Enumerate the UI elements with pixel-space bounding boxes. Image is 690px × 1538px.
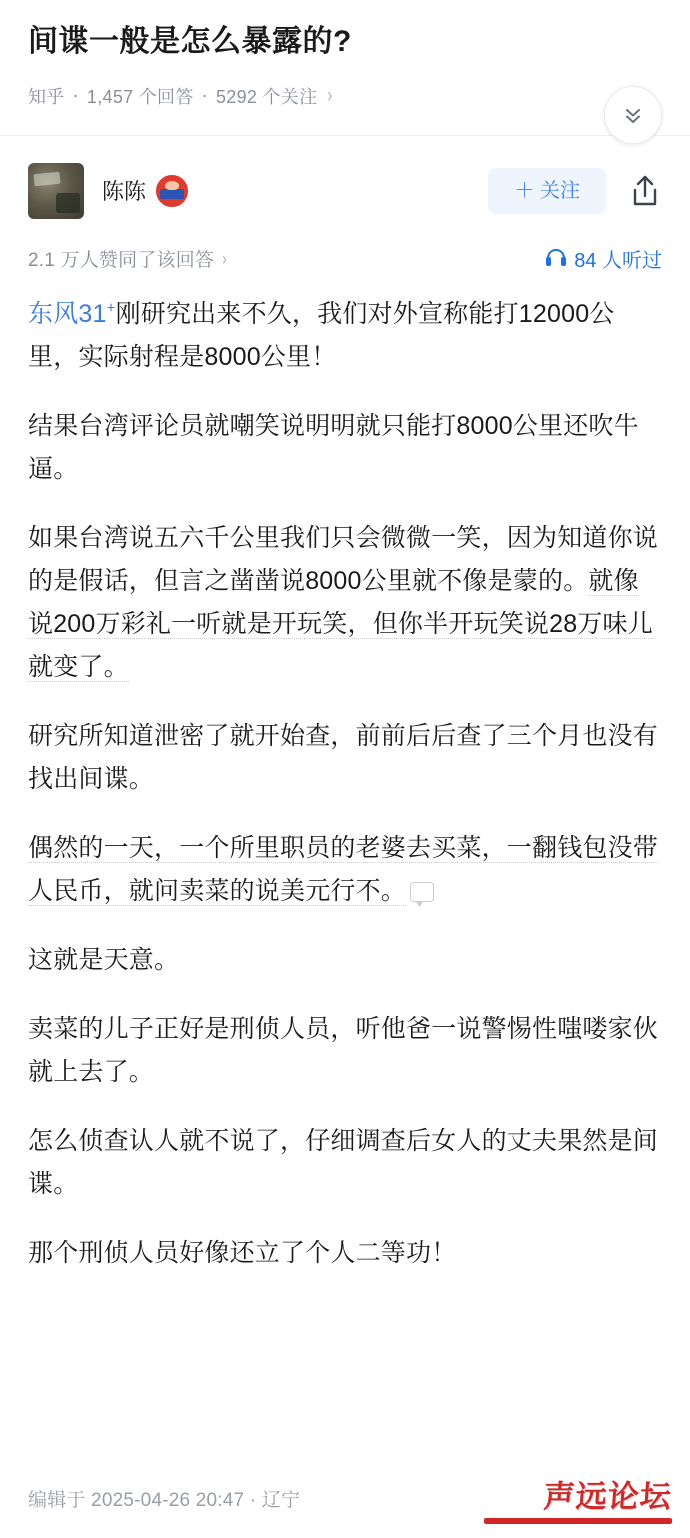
chevron-right-icon: › [327,83,333,108]
paragraph-text: 怎么侦查认人就不说了，仔细调查后女人的丈夫果然是间谍。 [28,1126,659,1198]
headphone-icon [546,249,566,267]
upvote-count[interactable]: 2.1 万人赞同了该回答 [28,249,215,271]
paragraph-text: 研究所知道泄密了就开始查，前前后后查了三个月也没有找出间谍。 [28,721,659,793]
highlighted-text[interactable]: 偶然的一天，一个所里职员的老婆去买菜，一翻钱包没带人民币，就问卖菜的说美元行不。 [28,833,659,905]
paragraph-text: 这就是天意。 [28,945,180,974]
question-source: 知乎 [28,86,65,107]
avatar[interactable] [28,163,84,219]
answer-paragraph [28,827,662,913]
follow-button[interactable]: ＋ 关注 [488,168,606,214]
paragraph-text: 结果台湾评论员就嘲笑说明明就只能打8000公里还吹牛逼。 [28,411,639,483]
answer-body [28,293,662,1275]
author-name[interactable]: 陈陈 [102,179,147,204]
answer-paragraph [28,1008,662,1094]
header-divider [0,135,690,136]
listen-count[interactable] [546,244,662,273]
paragraph-text: 刚研究出来不久，我们对外宣称能打12000公里，实际射程是8000公里！ [28,299,615,371]
expand-question-button[interactable] [604,86,662,144]
meta-separator-1: · [72,85,79,105]
meta-separator-2: · [201,85,208,105]
answer-paragraph [28,517,662,689]
forum-watermark: 声远论坛 [542,1479,674,1515]
followers-count: 5292 个关注 [215,86,318,107]
paragraph-text: 卖菜的儿子正好是刑侦人员，听他爸一说警惕性嗤喽家伙就上去了。 [28,1014,659,1086]
answer-paragraph [28,405,662,491]
watermark-underline [484,1518,672,1524]
answer-paragraph [28,1120,662,1206]
answer-paragraph [28,715,662,801]
page-title: 间谍一般是怎么暴露的? [28,25,352,58]
highlighted-text[interactable]: 就像说200万彩礼一听就是开玩笑，但你半开玩笑说28万味儿就变了。 [28,566,653,681]
share-icon[interactable] [628,173,662,209]
chevron-double-down-icon [620,102,646,128]
mario-badge-icon [156,175,188,207]
paragraph-text: 那个刑侦人员好像还立了个人二等功！ [28,1238,457,1267]
superscript-plus: + [106,299,116,317]
question-meta[interactable] [28,83,662,109]
chevron-right-icon: › [222,246,227,270]
answers-count: 1,457 个回答 [86,86,194,107]
author-row [28,162,662,220]
answer-paragraph [28,939,662,982]
answer-paragraph [28,293,662,379]
comment-bubble-icon[interactable] [410,882,434,902]
answer-paragraph [28,1232,662,1275]
edit-timestamp: 编辑于 2025-04-26 20:47 · 辽宁 [28,1490,301,1511]
listen-count-label: 84 人听过 [574,249,662,272]
stats-row [28,244,662,273]
paragraph-text: 如果台湾说五六千公里我们只会微微一笑，因为知道你说的是假话，但言之凿凿说8000公里就不像是蒙的。 [28,523,659,595]
missile-link[interactable]: 东风31 [28,299,107,328]
share-glyph [628,173,662,209]
